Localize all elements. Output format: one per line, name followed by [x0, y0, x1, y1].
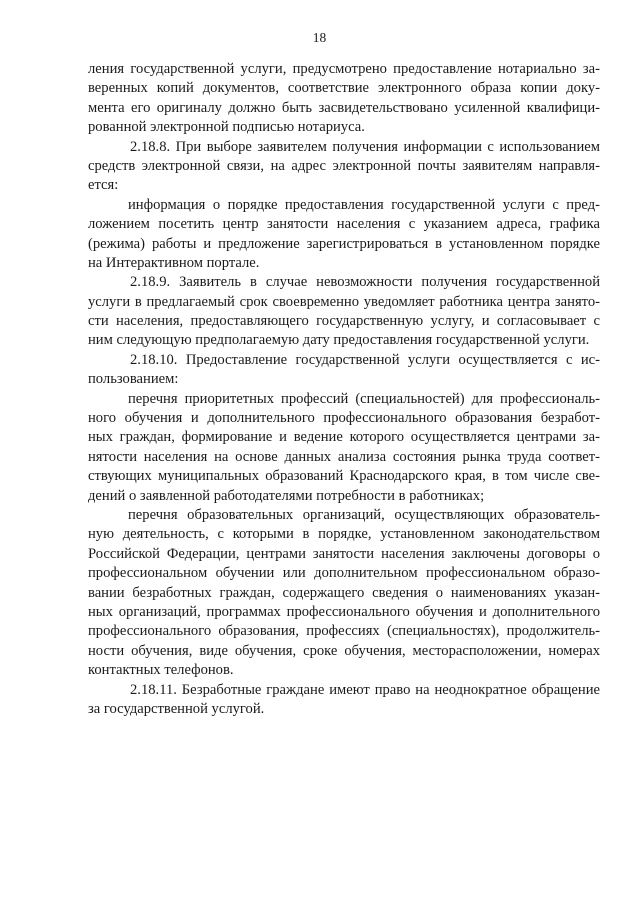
text-line: (режима) работы и предложение зарегистрироваться в установленном порядке: [88, 235, 600, 252]
text-line: перечня образовательных организаций, осуществляющих образователь-: [128, 506, 600, 523]
text-line: на Интерактивном портале.: [88, 254, 260, 271]
text-line: Российской Федерации, центрами занятости населения заключены договоры о: [88, 545, 600, 562]
text-line: средств электронной связи, на адрес электронной почты заявителям направля-: [88, 157, 600, 174]
paragraph-2-18-8: [88, 138, 600, 196]
text-line: ствующих муниципальных образований Краснодарского края, в том числе све-: [88, 468, 600, 485]
text-line: контактных телефонов.: [88, 662, 234, 679]
text-line: 2.18.11. Безработные граждане имеют право на неоднократное обращение: [130, 681, 600, 698]
text-line: информация о порядке предоставления государственной услуги с пред-: [128, 196, 600, 213]
paragraph-2-18-9: [88, 273, 600, 351]
text-line: ложением посетить центр занятости населения с указанием адреса, графика: [88, 216, 600, 233]
text-line: профессионального образования, профессиях (специальностях), продолжитель-: [88, 623, 600, 640]
paragraph-educational-organizations-list: [88, 506, 600, 681]
text-line: веренных копий документов, соответствие электронного образа копии доку-: [88, 80, 600, 97]
text-line: рованной электронной подписью нотариуса.: [88, 119, 365, 136]
text-line: профессиональном обучении или дополнительном профессиональном образо-: [88, 565, 600, 582]
text-line: перечня приоритетных профессий (специальностей) для профессиональ-: [128, 390, 600, 407]
text-line: ных организаций, программах профессионального обучения и дополнительного: [88, 603, 600, 620]
text-line: ности обучения, виде обучения, сроке обучения, месторасположении, номерах: [88, 642, 600, 659]
text-line: сти населения, предоставляющего государственную услугу, и согласовывает с: [88, 313, 600, 330]
page-number: 18: [312, 30, 327, 45]
text-line: 2.18.9. Заявитель в случае невозможности получения государственной: [130, 274, 600, 291]
text-line: вании безработных граждан, содержащего сведения о наименованиях указан-: [88, 584, 600, 601]
text-line: мента его оригиналу должно быть засвидетельствовано усиленной квалифици-: [88, 99, 600, 116]
text-line: ется:: [88, 177, 119, 194]
text-line: ную деятельность, с которыми в порядке, установленном законодательством: [88, 526, 600, 543]
text-line: ления государственной услуги, предусмотрено предоставление нотариально за-: [88, 61, 600, 77]
document-body: [88, 60, 600, 719]
text-line: услуги в предлагаемый срок своевременно уведомляет работника центра занято-: [88, 293, 600, 310]
text-line: пользованием:: [88, 371, 179, 388]
text-line: 2.18.8. При выборе заявителем получения информации с использованием: [130, 138, 600, 155]
text-line: нятости населения на основе данных анализа состояния рынка труда соответ-: [88, 448, 600, 465]
paragraph-2-18-11: [88, 681, 600, 720]
text-line: дений о заявленной работодателями потребности в работниках;: [88, 487, 485, 504]
paragraph-2-18-10: [88, 351, 600, 390]
text-line: 2.18.10. Предоставление государственной услуги осуществляется с ис-: [130, 351, 600, 368]
paragraph-continuation: [88, 60, 600, 138]
paragraph-priority-professions-list: [88, 390, 600, 506]
text-line: ного обучения и дополнительного профессионального образования безработ-: [88, 410, 600, 427]
paragraph-2-18-8-information: [88, 196, 600, 274]
text-line: ним следующую предполагаемую дату предоставления государственной услуги.: [88, 332, 590, 349]
text-line: за государственной услугой.: [88, 700, 265, 717]
text-line: ных граждан, формирование и ведение которого осуществляется центрами за-: [88, 429, 600, 446]
